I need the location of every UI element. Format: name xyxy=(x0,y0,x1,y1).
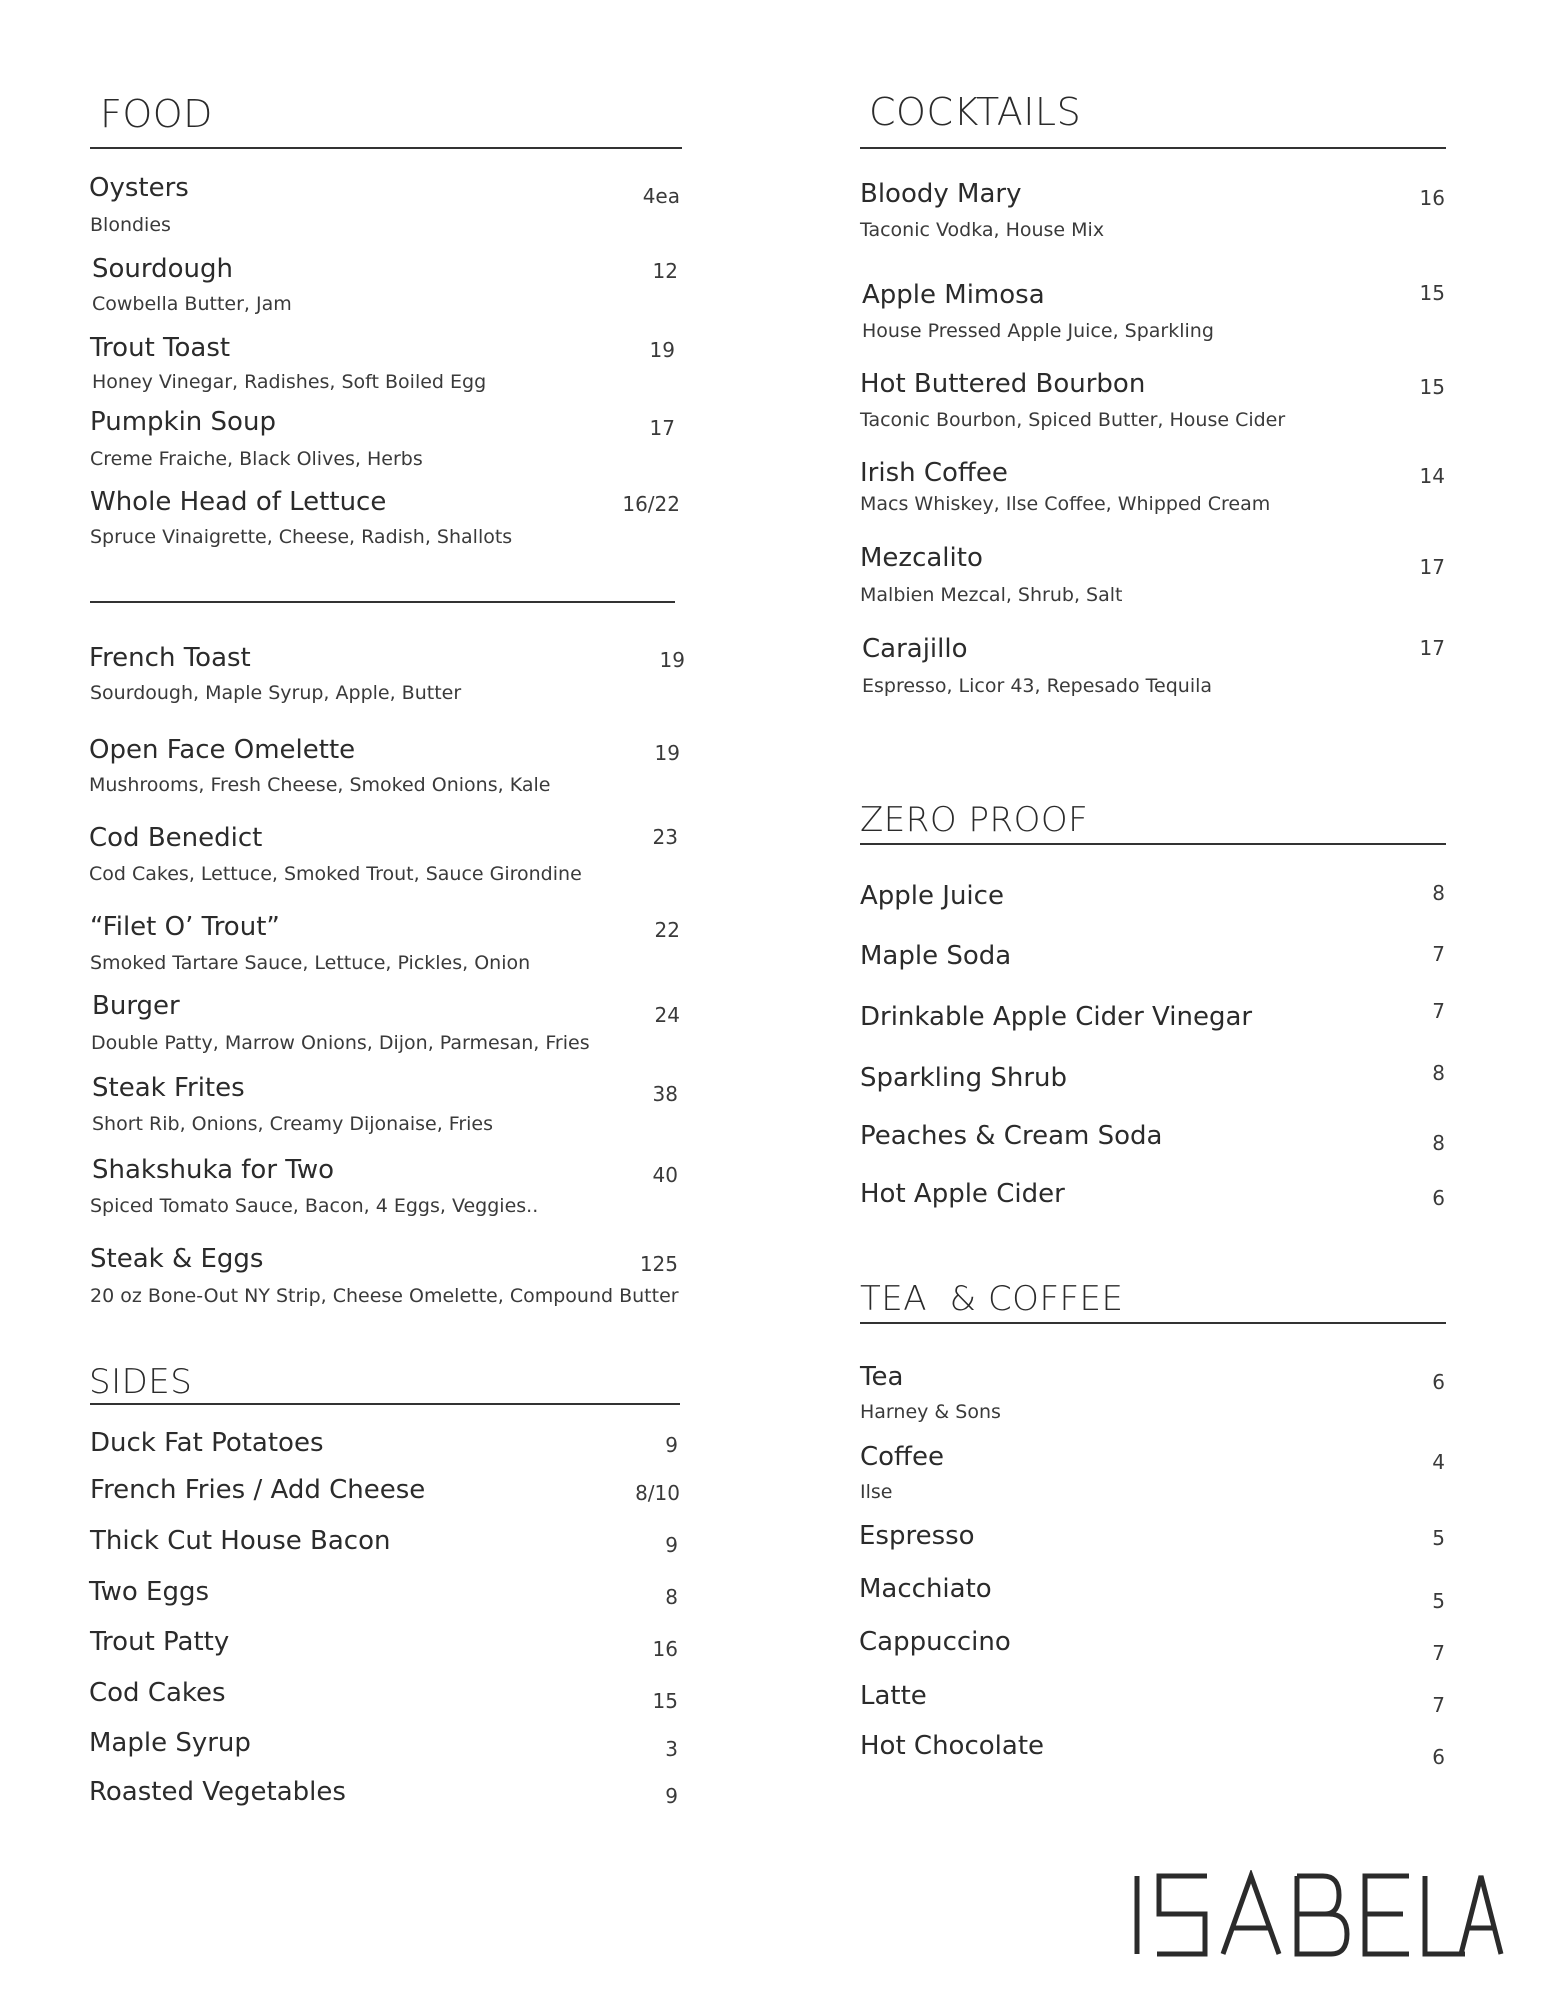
main-item-desc: Double Patty, Marrow Onions, Dijon, Parmesan, Fries xyxy=(91,1032,590,1054)
tea-coffee-item-desc: Harney & Sons xyxy=(860,1401,1001,1423)
cocktail-item-desc: Taconic Bourbon, Spiced Butter, House Cider xyxy=(860,409,1286,431)
tea-coffee-item-name: Macchiato xyxy=(859,1574,992,1604)
tea-coffee-item-name: Hot Chocolate xyxy=(860,1731,1045,1761)
zero-proof-heading-rule xyxy=(860,843,1446,845)
main-item-name: Burger xyxy=(92,991,180,1021)
tea-coffee-heading: TEA & COFFEE xyxy=(860,1279,1124,1319)
zero-proof-item-price: 7 xyxy=(1432,999,1445,1023)
tea-coffee-heading-rule xyxy=(860,1322,1446,1324)
food-item-price: 17 xyxy=(649,416,675,440)
sides-heading-rule xyxy=(90,1403,680,1405)
main-item-desc: Smoked Tartare Sauce, Lettuce, Pickles, Onion xyxy=(90,952,531,974)
side-item-name: Maple Syrup xyxy=(89,1728,251,1758)
tea-coffee-item-price: 6 xyxy=(1432,1745,1445,1769)
cocktail-item-name: Hot Buttered Bourbon xyxy=(860,369,1146,399)
main-item-name: “Filet O’ Trout” xyxy=(90,912,280,942)
main-item-price: 22 xyxy=(654,918,680,942)
main-item-name: Cod Benedict xyxy=(89,823,263,853)
cocktail-item-price: 14 xyxy=(1419,464,1445,488)
main-item-price: 40 xyxy=(652,1163,678,1187)
cocktail-item-price: 15 xyxy=(1419,375,1445,399)
tea-coffee-item-price: 5 xyxy=(1432,1526,1445,1550)
main-item-price: 19 xyxy=(659,648,685,672)
zero-proof-item-name: Sparkling Shrub xyxy=(860,1063,1068,1093)
side-item-price: 15 xyxy=(652,1689,678,1713)
zero-proof-item-price: 6 xyxy=(1432,1186,1445,1210)
food-item-desc: Blondies xyxy=(90,214,171,236)
food-item-price: 12 xyxy=(652,259,678,283)
food-item-price: 16/22 xyxy=(622,492,680,516)
zero-proof-item-name: Maple Soda xyxy=(860,941,1012,971)
cocktail-item-name: Mezcalito xyxy=(860,543,983,573)
main-item-price: 19 xyxy=(654,741,680,765)
cocktail-item-price: 17 xyxy=(1419,636,1445,660)
zero-proof-item-name: Apple Juice xyxy=(860,881,1004,911)
side-item-price: 9 xyxy=(665,1433,678,1457)
cocktail-item-desc: Taconic Vodka, House Mix xyxy=(860,219,1105,241)
cocktail-item-price: 16 xyxy=(1419,186,1445,210)
cocktails-heading-rule xyxy=(860,147,1446,149)
side-item-price: 8 xyxy=(665,1585,678,1609)
main-item-desc: Mushrooms, Fresh Cheese, Smoked Onions, Kale xyxy=(89,774,551,796)
food-item-name: Oysters xyxy=(89,173,189,203)
main-item-desc: Cod Cakes, Lettuce, Smoked Trout, Sauce Girondine xyxy=(89,863,582,885)
tea-coffee-item-price: 7 xyxy=(1432,1693,1445,1717)
main-item-price: 23 xyxy=(652,825,678,849)
tea-coffee-item-price: 5 xyxy=(1432,1589,1445,1613)
food-item-name: Trout Toast xyxy=(90,333,231,363)
main-item-price: 125 xyxy=(639,1252,678,1276)
isabela-logo xyxy=(1125,1870,1505,1960)
side-item-name: Roasted Vegetables xyxy=(89,1777,346,1807)
cocktail-item-name: Apple Mimosa xyxy=(862,280,1045,310)
cocktail-item-desc: Malbien Mezcal, Shrub, Salt xyxy=(860,584,1123,606)
cocktail-item-name: Carajillo xyxy=(862,634,968,664)
tea-coffee-item-name: Latte xyxy=(860,1681,927,1711)
main-item-name: Shakshuka for Two xyxy=(92,1155,335,1185)
sides-heading: SIDES xyxy=(89,1362,193,1402)
zero-proof-item-name: Drinkable Apple Cider Vinegar xyxy=(860,1002,1253,1032)
cocktail-item-name: Bloody Mary xyxy=(860,179,1022,209)
cocktail-item-desc: Espresso, Licor 43, Repesado Tequila xyxy=(862,675,1213,697)
side-item-name: Trout Patty xyxy=(90,1627,230,1657)
main-item-desc: Sourdough, Maple Syrup, Apple, Butter xyxy=(90,682,462,704)
main-item-name: Open Face Omelette xyxy=(89,735,356,765)
side-item-price: 3 xyxy=(665,1737,678,1761)
tea-coffee-item-name: Espresso xyxy=(859,1521,975,1551)
food-item-name: Sourdough xyxy=(92,254,233,284)
food-heading: FOOD xyxy=(100,92,213,136)
food-item-desc: Honey Vinegar, Radishes, Soft Boiled Egg xyxy=(92,371,487,393)
food-item-price: 19 xyxy=(649,338,675,362)
main-item-desc: Spiced Tomato Sauce, Bacon, 4 Eggs, Veggies.. xyxy=(90,1195,539,1217)
cocktail-item-desc: Macs Whiskey, Ilse Coffee, Whipped Cream xyxy=(860,493,1271,515)
food-item-desc: Cowbella Butter, Jam xyxy=(92,293,292,315)
zero-proof-item-name: Peaches & Cream Soda xyxy=(860,1121,1163,1151)
zero-proof-item-name: Hot Apple Cider xyxy=(860,1179,1065,1209)
side-item-name: French Fries / Add Cheese xyxy=(90,1475,426,1505)
zero-proof-item-price: 8 xyxy=(1432,1131,1445,1155)
food-item-name: Pumpkin Soup xyxy=(90,407,276,437)
food-heading-rule xyxy=(90,147,682,149)
food-divider-rule xyxy=(90,601,675,603)
side-item-name: Two Eggs xyxy=(89,1577,209,1607)
tea-coffee-item-price: 6 xyxy=(1432,1370,1445,1394)
food-item-desc: Spruce Vinaigrette, Cheese, Radish, Shallots xyxy=(90,526,513,548)
zero-proof-item-price: 8 xyxy=(1432,881,1445,905)
zero-proof-heading: ZERO PROOF xyxy=(860,800,1089,840)
main-item-desc: 20 oz Bone-Out NY Strip, Cheese Omelette, Compound Butter xyxy=(90,1285,679,1307)
cocktail-item-price: 15 xyxy=(1419,281,1445,305)
side-item-name: Duck Fat Potatoes xyxy=(90,1428,324,1458)
side-item-price: 8/10 xyxy=(635,1481,680,1505)
main-item-name: Steak Frites xyxy=(92,1073,245,1103)
side-item-price: 9 xyxy=(665,1533,678,1557)
zero-proof-item-price: 8 xyxy=(1432,1061,1445,1085)
side-item-price: 9 xyxy=(665,1784,678,1808)
tea-coffee-item-name: Tea xyxy=(860,1362,904,1392)
side-item-price: 16 xyxy=(652,1637,678,1661)
main-item-price: 38 xyxy=(652,1082,678,1106)
tea-coffee-item-price: 4 xyxy=(1432,1450,1445,1474)
tea-coffee-item-desc: Ilse xyxy=(860,1481,893,1503)
cocktails-heading: COCKTAILS xyxy=(869,90,1082,134)
main-item-name: French Toast xyxy=(89,643,251,673)
cocktail-item-name: Irish Coffee xyxy=(860,458,1008,488)
tea-coffee-item-name: Coffee xyxy=(860,1442,944,1472)
zero-proof-item-price: 7 xyxy=(1432,942,1445,966)
main-item-name: Steak & Eggs xyxy=(90,1244,264,1274)
tea-coffee-item-name: Cappuccino xyxy=(859,1627,1011,1657)
food-item-name: Whole Head of Lettuce xyxy=(90,487,387,517)
main-item-desc: Short Rib, Onions, Creamy Dijonaise, Fries xyxy=(92,1113,494,1135)
food-item-price: 4ea xyxy=(642,184,680,208)
side-item-name: Cod Cakes xyxy=(89,1678,226,1708)
food-item-desc: Creme Fraiche, Black Olives, Herbs xyxy=(90,448,423,470)
tea-coffee-item-price: 7 xyxy=(1432,1641,1445,1665)
side-item-name: Thick Cut House Bacon xyxy=(90,1526,391,1556)
cocktail-item-price: 17 xyxy=(1419,555,1445,579)
cocktail-item-desc: House Pressed Apple Juice, Sparkling xyxy=(862,320,1214,342)
main-item-price: 24 xyxy=(654,1003,680,1027)
